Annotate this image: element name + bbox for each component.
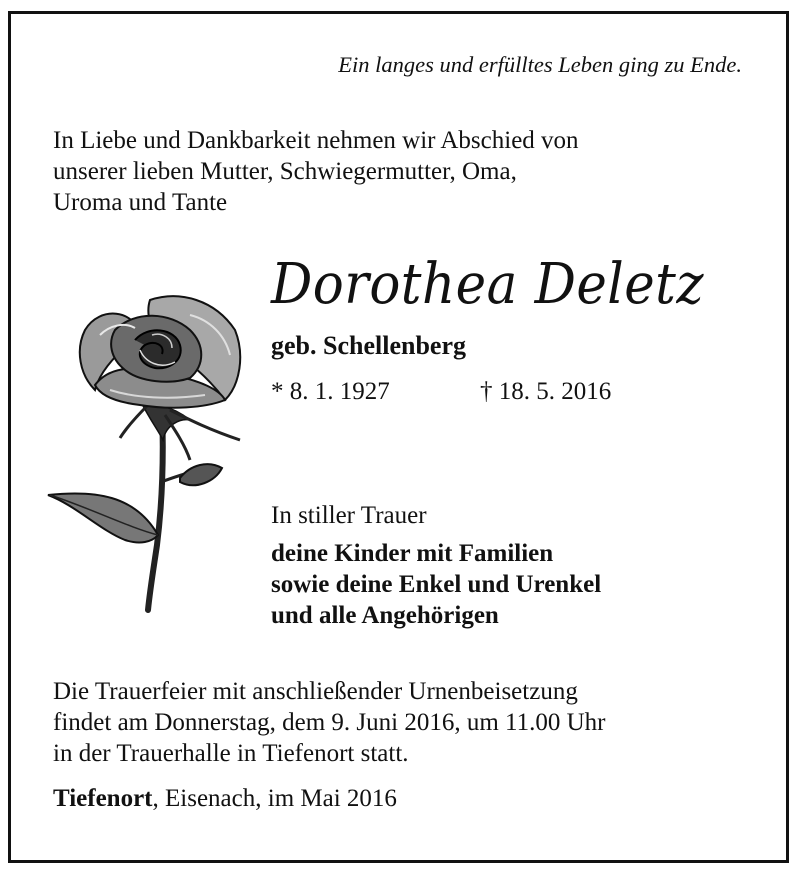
- mourning-intro: In stiller Trauer: [271, 502, 427, 529]
- intro-line: unserer lieben Mutter, Schwiegermutter, Oma,: [53, 158, 517, 185]
- birth-name: geb. Schellenberg: [271, 331, 466, 360]
- mourners-line: sowie deine Enkel und Urenkel: [271, 571, 602, 598]
- mourners-line: deine Kinder mit Familien: [271, 540, 554, 567]
- place-town: Tiefenort: [53, 785, 153, 812]
- intro-line: Uroma und Tante: [53, 189, 228, 216]
- mourners-line: und alle Angehörigen: [271, 602, 499, 629]
- ceremony-line: in der Trauerhalle in Tiefenort statt.: [53, 740, 409, 767]
- intro-line: In Liebe und Dankbarkeit nehmen wir Abschied von: [53, 127, 579, 154]
- motto: Ein langes und erfülltes Leben ging zu Ende.: [338, 52, 742, 77]
- mourners-list: [271, 538, 601, 631]
- place-date-line: [53, 785, 397, 813]
- death-date: † 18. 5. 2016: [480, 378, 612, 405]
- ceremony-text: [53, 676, 605, 769]
- place-rest: , Eisenach, im Mai 2016: [152, 785, 397, 812]
- deceased-name: Dorothea Deletz: [271, 252, 704, 317]
- ceremony-line: Die Trauerfeier mit anschließender Urnenbeisetzung: [53, 678, 578, 705]
- intro-text: [53, 125, 579, 218]
- rose-icon: [40, 290, 255, 615]
- life-dates: [271, 378, 612, 406]
- birth-date: * 8. 1. 1927: [271, 378, 390, 405]
- ceremony-line: findet am Donnerstag, dem 9. Juni 2016, um 11.00 Uhr: [53, 709, 606, 736]
